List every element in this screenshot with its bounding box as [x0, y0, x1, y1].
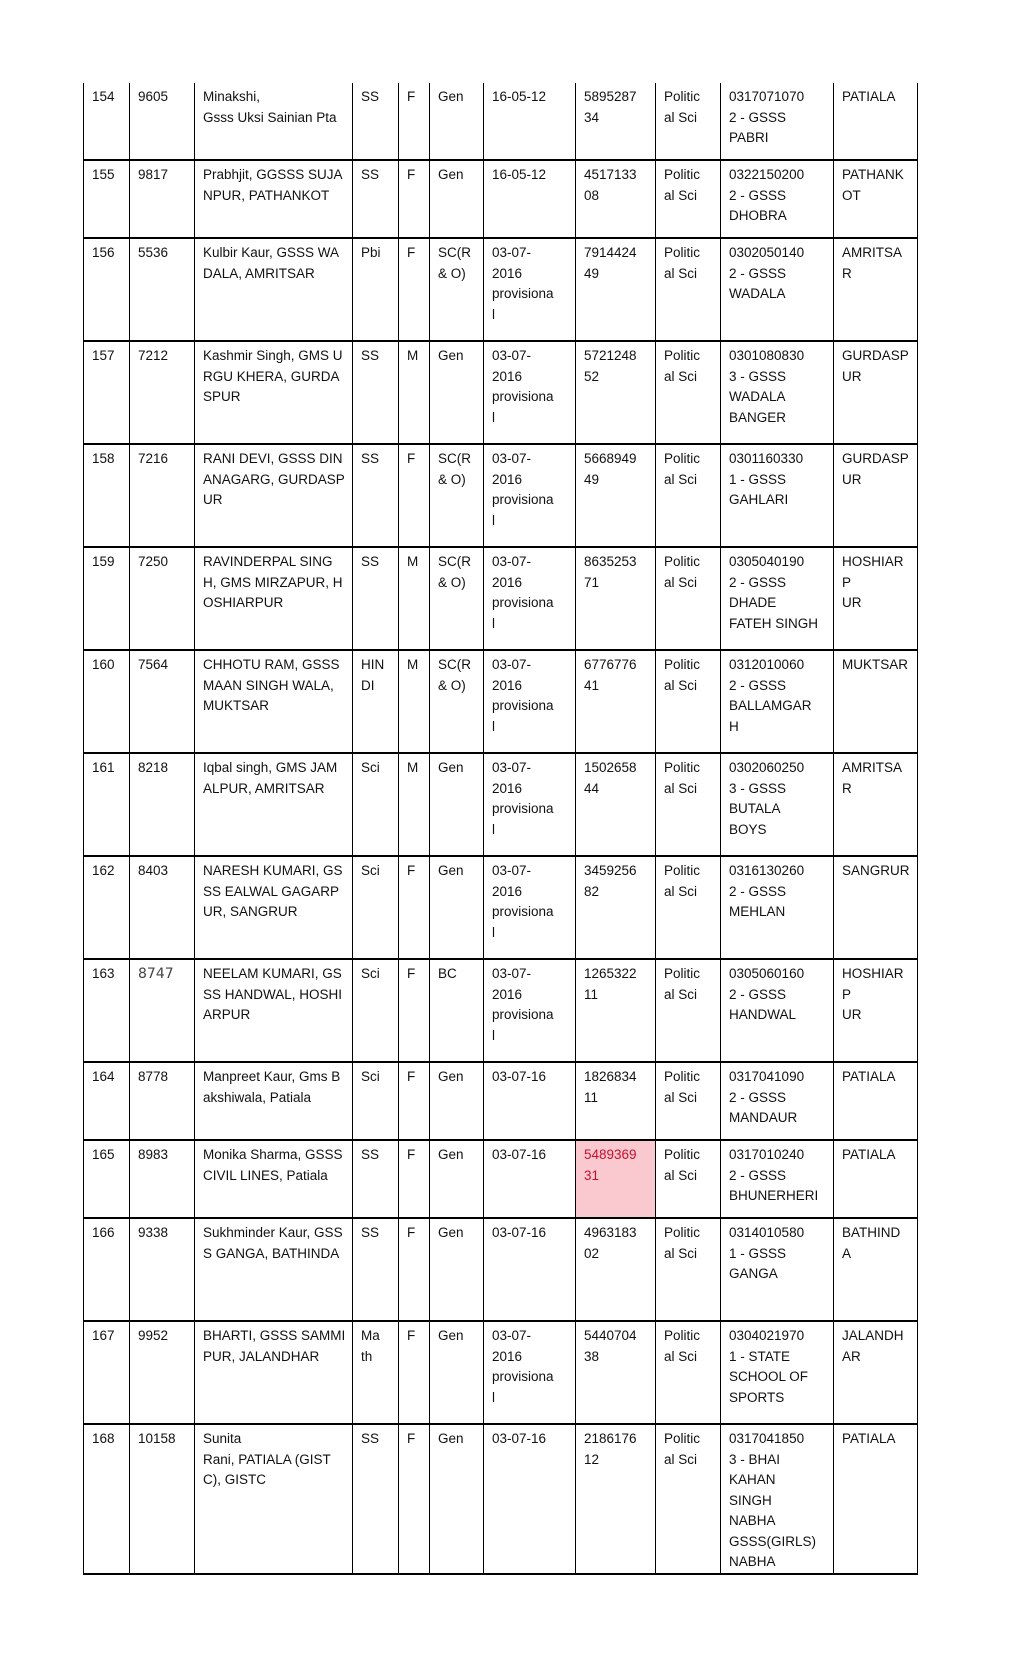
allotted-station-cell: 0305060160 2 - GSSS HANDWAL: [721, 959, 834, 1062]
district-cell: PATIALA: [834, 1062, 918, 1140]
gender-cell: F: [399, 238, 430, 341]
teacher-name-school-cell: Prabhjit, GGSSS SUJANPUR, PATHANKOT: [195, 160, 353, 238]
subject-cell: SS: [353, 1218, 399, 1321]
serial-number-cell: 155: [84, 160, 130, 238]
district-cell: AMRITSAR: [834, 753, 918, 856]
post-cell: Politic al Sci: [656, 1218, 721, 1321]
table-row: [84, 444, 918, 547]
district-cell: JALANDH AR: [834, 1321, 918, 1424]
post-cell: Politic al Sci: [656, 160, 721, 238]
post-cell: Politic al Sci: [656, 650, 721, 753]
allotted-station-cell: 0316130260 2 - GSSS MEHLAN: [721, 856, 834, 959]
category-cell: SC(R & O): [430, 238, 484, 341]
allotted-station-cell: 0312010060 2 - GSSS BALLAMGAR H: [721, 650, 834, 753]
table-row: [84, 650, 918, 753]
gender-cell: F: [399, 1218, 430, 1321]
teacher-name-school-cell: Manpreet Kaur, Gms Bakshiwala, Patiala: [195, 1062, 353, 1140]
post-cell: Politic al Sci: [656, 444, 721, 547]
date-cell: 03-07- 2016 provisiona l: [484, 341, 576, 444]
district-cell: GURDASP UR: [834, 341, 918, 444]
employee-id-cell: 8778: [130, 1062, 195, 1140]
gender-cell: F: [399, 1140, 430, 1218]
subject-cell: Ma th: [353, 1321, 399, 1424]
district-cell: PATIALA: [834, 1424, 918, 1574]
post-cell: Politic al Sci: [656, 1062, 721, 1140]
account-number-cell: 6776776 41: [576, 650, 656, 753]
allotted-station-cell: 0304021970 1 - STATE SCHOOL OF SPORTS: [721, 1321, 834, 1424]
subject-cell: SS: [353, 547, 399, 650]
post-cell: Politic al Sci: [656, 959, 721, 1062]
category-cell: SC(R & O): [430, 650, 484, 753]
date-cell: 03-07- 2016 provisiona l: [484, 238, 576, 341]
date-cell: 16-05-12: [484, 83, 576, 160]
teacher-name-school-cell: Kulbir Kaur, GSSS WADALA, AMRITSAR: [195, 238, 353, 341]
table-row: [84, 1062, 918, 1140]
table-row: [84, 238, 918, 341]
transfer-list-table: [83, 83, 918, 1575]
subject-cell: Sci: [353, 856, 399, 959]
post-cell: Politic al Sci: [656, 547, 721, 650]
account-number-cell: 8635253 71: [576, 547, 656, 650]
district-cell: HOSHIARP UR: [834, 959, 918, 1062]
employee-id-cell: 7216: [130, 444, 195, 547]
table-row: [84, 856, 918, 959]
subject-cell: SS: [353, 1140, 399, 1218]
account-number-cell: 5721248 52: [576, 341, 656, 444]
subject-cell: SS: [353, 1424, 399, 1574]
teacher-name-school-cell: RANI DEVI, GSSS DINANAGARG, GURDASPUR: [195, 444, 353, 547]
post-cell: Politic al Sci: [656, 341, 721, 444]
teacher-name-school-cell: NEELAM KUMARI, GSSS HANDWAL, HOSHIARPUR: [195, 959, 353, 1062]
category-cell: Gen: [430, 160, 484, 238]
teacher-name-school-cell: Kashmir Singh, GMS URGU KHERA, GURDASPUR: [195, 341, 353, 444]
table-row: [84, 1424, 918, 1574]
table-row: [84, 547, 918, 650]
district-cell: PATIALA: [834, 1140, 918, 1218]
date-cell: 03-07- 2016 provisiona l: [484, 650, 576, 753]
date-cell: 03-07-16: [484, 1140, 576, 1218]
serial-number-cell: 164: [84, 1062, 130, 1140]
date-cell: 03-07- 2016 provisiona l: [484, 1321, 576, 1424]
employee-id-cell: 8983: [130, 1140, 195, 1218]
subject-cell: SS: [353, 341, 399, 444]
serial-number-cell: 158: [84, 444, 130, 547]
allotted-station-cell: 0305040190 2 - GSSS DHADE FATEH SINGH: [721, 547, 834, 650]
date-cell: 03-07- 2016 provisiona l: [484, 444, 576, 547]
account-number-cell: 1265322 11: [576, 959, 656, 1062]
account-number-cell: 3459256 82: [576, 856, 656, 959]
post-cell: Politic al Sci: [656, 753, 721, 856]
employee-id-cell: 7212: [130, 341, 195, 444]
category-cell: Gen: [430, 83, 484, 160]
account-number-cell: 2186176 12: [576, 1424, 656, 1574]
subject-cell: Pbi: [353, 238, 399, 341]
serial-number-cell: 157: [84, 341, 130, 444]
date-cell: 03-07- 2016 provisiona l: [484, 856, 576, 959]
district-cell: GURDASP UR: [834, 444, 918, 547]
table-row: [84, 83, 918, 160]
allotted-station-cell: 0317071070 2 - GSSS PABRI: [721, 83, 834, 160]
subject-cell: SS: [353, 444, 399, 547]
gender-cell: M: [399, 753, 430, 856]
table-row: [84, 1321, 918, 1424]
teacher-name-school-cell: BHARTI, GSSS SAMMIPUR, JALANDHAR: [195, 1321, 353, 1424]
allotted-station-cell: 0317041090 2 - GSSS MANDAUR: [721, 1062, 834, 1140]
table-row: [84, 341, 918, 444]
post-cell: Politic al Sci: [656, 1140, 721, 1218]
district-cell: PATIALA: [834, 83, 918, 160]
teacher-name-school-cell: NARESH KUMARI, GSSS EALWAL GAGARPUR, SANGRUR: [195, 856, 353, 959]
allotted-station-cell: 0317041850 3 - BHAI KAHAN SINGH NABHA GSSS(GIRLS) NABHA: [721, 1424, 834, 1574]
serial-number-cell: 159: [84, 547, 130, 650]
employee-id-cell: 7564: [130, 650, 195, 753]
district-cell: PATHANK OT: [834, 160, 918, 238]
post-cell: Politic al Sci: [656, 83, 721, 160]
transfer-list-page: [83, 83, 917, 1575]
date-cell: 03-07- 2016 provisiona l: [484, 959, 576, 1062]
date-cell: 03-07- 2016 provisiona l: [484, 753, 576, 856]
serial-number-cell: 154: [84, 83, 130, 160]
allotted-station-cell: 0302060250 3 - GSSS BUTALA BOYS: [721, 753, 834, 856]
gender-cell: F: [399, 83, 430, 160]
allotted-station-cell: 0317010240 2 - GSSS BHUNERHERI: [721, 1140, 834, 1218]
teacher-name-school-cell: Sunita Rani, PATIALA (GISTC), GISTC: [195, 1424, 353, 1574]
category-cell: Gen: [430, 856, 484, 959]
date-cell: 16-05-12: [484, 160, 576, 238]
subject-cell: HIN DI: [353, 650, 399, 753]
employee-id-cell: 8218: [130, 753, 195, 856]
employee-id-cell: 5536: [130, 238, 195, 341]
table-row: [84, 1218, 918, 1321]
employee-id-cell: 9952: [130, 1321, 195, 1424]
table-row: [84, 753, 918, 856]
category-cell: Gen: [430, 341, 484, 444]
teacher-name-school-cell: Monika Sharma, GSSS CIVIL LINES, Patiala: [195, 1140, 353, 1218]
category-cell: Gen: [430, 753, 484, 856]
category-cell: Gen: [430, 1218, 484, 1321]
category-cell: Gen: [430, 1140, 484, 1218]
district-cell: AMRITSAR: [834, 238, 918, 341]
subject-cell: SS: [353, 160, 399, 238]
serial-number-cell: 156: [84, 238, 130, 341]
allotted-station-cell: 0301160330 1 - GSSS GAHLARI: [721, 444, 834, 547]
allotted-station-cell: 0322150200 2 - GSSS DHOBRA: [721, 160, 834, 238]
date-cell: 03-07- 2016 provisiona l: [484, 547, 576, 650]
date-cell: 03-07-16: [484, 1218, 576, 1321]
subject-cell: SS: [353, 83, 399, 160]
table-row: [84, 160, 918, 238]
district-cell: HOSHIARP UR: [834, 547, 918, 650]
employee-id-cell: 9817: [130, 160, 195, 238]
category-cell: Gen: [430, 1062, 484, 1140]
post-cell: Politic al Sci: [656, 1321, 721, 1424]
serial-number-cell: 166: [84, 1218, 130, 1321]
serial-number-cell: 165: [84, 1140, 130, 1218]
date-cell: 03-07-16: [484, 1424, 576, 1574]
account-number-cell: 5668949 49: [576, 444, 656, 547]
post-cell: Politic al Sci: [656, 1424, 721, 1574]
allotted-station-cell: 0302050140 2 - GSSS WADALA: [721, 238, 834, 341]
account-number-cell: 4517133 08: [576, 160, 656, 238]
date-cell: 03-07-16: [484, 1062, 576, 1140]
employee-id-cell: 8403: [130, 856, 195, 959]
serial-number-cell: 162: [84, 856, 130, 959]
gender-cell: F: [399, 856, 430, 959]
teacher-name-school-cell: CHHOTU RAM, GSSS MAAN SINGH WALA, MUKTSAR: [195, 650, 353, 753]
gender-cell: F: [399, 160, 430, 238]
serial-number-cell: 160: [84, 650, 130, 753]
serial-number-cell: 168: [84, 1424, 130, 1574]
account-number-cell: 1502658 44: [576, 753, 656, 856]
gender-cell: F: [399, 444, 430, 547]
category-cell: SC(R & O): [430, 547, 484, 650]
serial-number-cell: 163: [84, 959, 130, 1062]
employee-id-cell: 9605: [130, 83, 195, 160]
allotted-station-cell: 0301080830 3 - GSSS WADALA BANGER: [721, 341, 834, 444]
gender-cell: M: [399, 650, 430, 753]
employee-id-cell: 9338: [130, 1218, 195, 1321]
serial-number-cell: 161: [84, 753, 130, 856]
district-cell: SANGRUR: [834, 856, 918, 959]
category-cell: SC(R & O): [430, 444, 484, 547]
teacher-name-school-cell: Sukhminder Kaur, GSSS GANGA, BATHINDA: [195, 1218, 353, 1321]
gender-cell: F: [399, 1062, 430, 1140]
table-body: [84, 83, 918, 1574]
account-number-cell: 4963183 02: [576, 1218, 656, 1321]
teacher-name-school-cell: Iqbal singh, GMS JAMALPUR, AMRITSAR: [195, 753, 353, 856]
account-number-cell: 5489369 31: [576, 1140, 656, 1218]
gender-cell: M: [399, 341, 430, 444]
account-number-cell: 5440704 38: [576, 1321, 656, 1424]
serial-number-cell: 167: [84, 1321, 130, 1424]
category-cell: Gen: [430, 1321, 484, 1424]
employee-id-cell: 8747: [130, 959, 195, 1062]
table-row: [84, 959, 918, 1062]
district-cell: MUKTSAR: [834, 650, 918, 753]
employee-id-cell: 10158: [130, 1424, 195, 1574]
category-cell: Gen: [430, 1424, 484, 1574]
allotted-station-cell: 0314010580 1 - GSSS GANGA: [721, 1218, 834, 1321]
gender-cell: F: [399, 1321, 430, 1424]
category-cell: BC: [430, 959, 484, 1062]
gender-cell: M: [399, 547, 430, 650]
gender-cell: F: [399, 959, 430, 1062]
subject-cell: Sci: [353, 959, 399, 1062]
employee-id-cell: 7250: [130, 547, 195, 650]
post-cell: Politic al Sci: [656, 238, 721, 341]
teacher-name-school-cell: RAVINDERPAL SINGH, GMS MIRZAPUR, HOSHIARPUR: [195, 547, 353, 650]
subject-cell: Sci: [353, 1062, 399, 1140]
account-number-cell: 7914424 49: [576, 238, 656, 341]
account-number-cell: 5895287 34: [576, 83, 656, 160]
gender-cell: F: [399, 1424, 430, 1574]
subject-cell: Sci: [353, 753, 399, 856]
table-row: [84, 1140, 918, 1218]
district-cell: BATHIND A: [834, 1218, 918, 1321]
teacher-name-school-cell: Minakshi, Gsss Uksi Sainian Pta: [195, 83, 353, 160]
post-cell: Politic al Sci: [656, 856, 721, 959]
account-number-cell: 1826834 11: [576, 1062, 656, 1140]
